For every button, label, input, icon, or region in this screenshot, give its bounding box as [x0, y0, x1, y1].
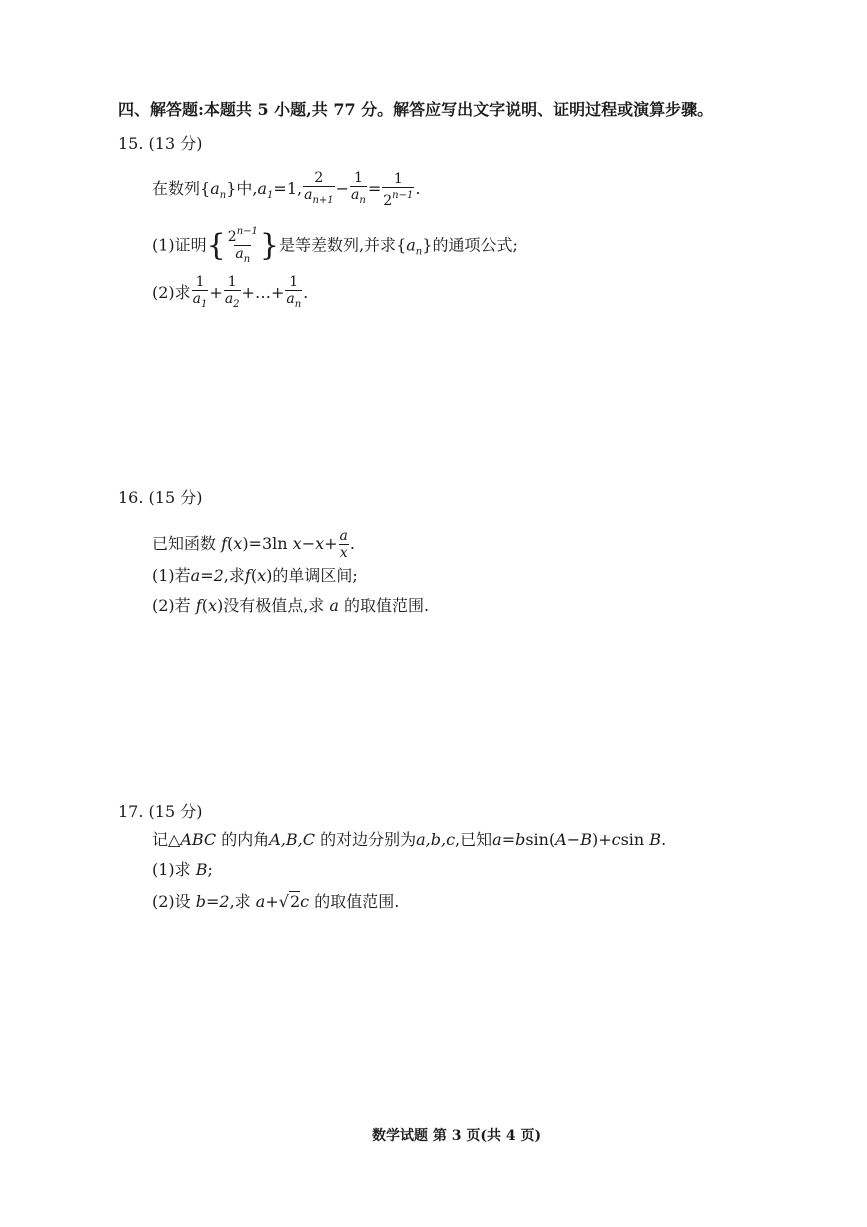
q15-stem-mid: 中,: [236, 179, 258, 198]
q16-part2-prefix: (2)若: [152, 596, 191, 615]
q17-stem-triangle: ABC: [180, 830, 217, 849]
q17-part2-mid: ,求: [229, 892, 251, 911]
q16-part2: (2)若 f(x)没有极值点,求 a 的取值范围.: [152, 596, 430, 615]
q17-stem-angles: A,B,C: [269, 830, 316, 849]
q16-part2-var: a: [329, 596, 339, 615]
q16-part1-suffix: 的单调区间;: [272, 566, 358, 585]
q17-part1: [152, 860, 213, 880]
q16-part1: (1)若a=2,求f(x)的单调区间;: [152, 566, 358, 585]
q16-part1-prefix: (1)若: [152, 566, 191, 585]
q17-part2-cond: b=2: [195, 892, 230, 911]
q17-part2: (2)设 b=2,求 a+√2c 的取值范围.: [152, 892, 400, 911]
q17-stem-mid1: 的内角: [221, 830, 270, 849]
q15-part1: (1)证明{ $\frac{2^{n-1}}{a_n}$ }是等差数列,并求$\{a_n\}$的通项公式;: [152, 224, 518, 268]
q17-stem-mid2: 的对边分别为: [320, 830, 417, 849]
q17-part2-prefix: (2)设: [152, 892, 191, 911]
q15-part1-suffix: 的通项公式;: [432, 235, 518, 255]
section-header: 四、解答题:本题共 5 小题,共 77 分。解答应写出文字说明、证明过程或演算步骤。: [118, 100, 714, 119]
q17-heading: 17. (15 分): [118, 802, 203, 821]
page-footer: 数学试题 第 3 页(共 4 页): [372, 1128, 542, 1144]
q17-stem-prefix: 记△: [152, 830, 181, 849]
q16-stem: 已知函数 f(x)=3ln x−x+ $\frac{a}{x}$ .: [152, 528, 355, 561]
q17-stem: 记△ABC 的内角A,B,C 的对边分别为a,b,c,已知a=bsin(A−B)+csin B.: [152, 830, 667, 849]
q16-stem-prefix: 已知函数: [152, 534, 217, 553]
q15-part1-prefix: (1)证明: [152, 235, 207, 255]
q17-part2-suffix: 的取值范围.: [314, 892, 400, 911]
q15-part2-prefix: (2)求: [152, 283, 191, 302]
q16-part1-cond: a=2: [190, 566, 224, 585]
q16-heading: 16. (15 分): [118, 488, 203, 507]
q16-part2-suffix: 的取值范围.: [344, 596, 430, 615]
q17-part1-suffix: ;: [207, 860, 213, 879]
q17-part1-prefix: (1)求: [152, 860, 191, 879]
q17-stem-sides: a,b,c: [416, 830, 456, 849]
q17-stem-mid3: ,已知: [455, 830, 493, 849]
q15-stem-prefix: 在数列: [152, 179, 201, 198]
q15-heading: 15. (13 分): [118, 134, 203, 153]
q15-stem: 在数列$\{a_n\}$中$,a_1=1$, $\frac{2}{a_{n+1}}$ − $\frac{1}{a_n}$ = $\frac{1}{2^{n-1}}$ .: [152, 170, 421, 209]
q17-part1-var: B: [195, 860, 208, 879]
q15-part1-mid: 是等差数列,并求: [278, 235, 397, 255]
q16-part1-mid: ,求: [223, 566, 245, 585]
q16-part2-mid: 没有极值点,求: [223, 596, 325, 615]
q15-part2: (2)求 $\frac{1}{a_1}$ + $\frac{1}{a_2}$ +…+ $\frac{1}{a_n}$ .: [152, 274, 308, 313]
